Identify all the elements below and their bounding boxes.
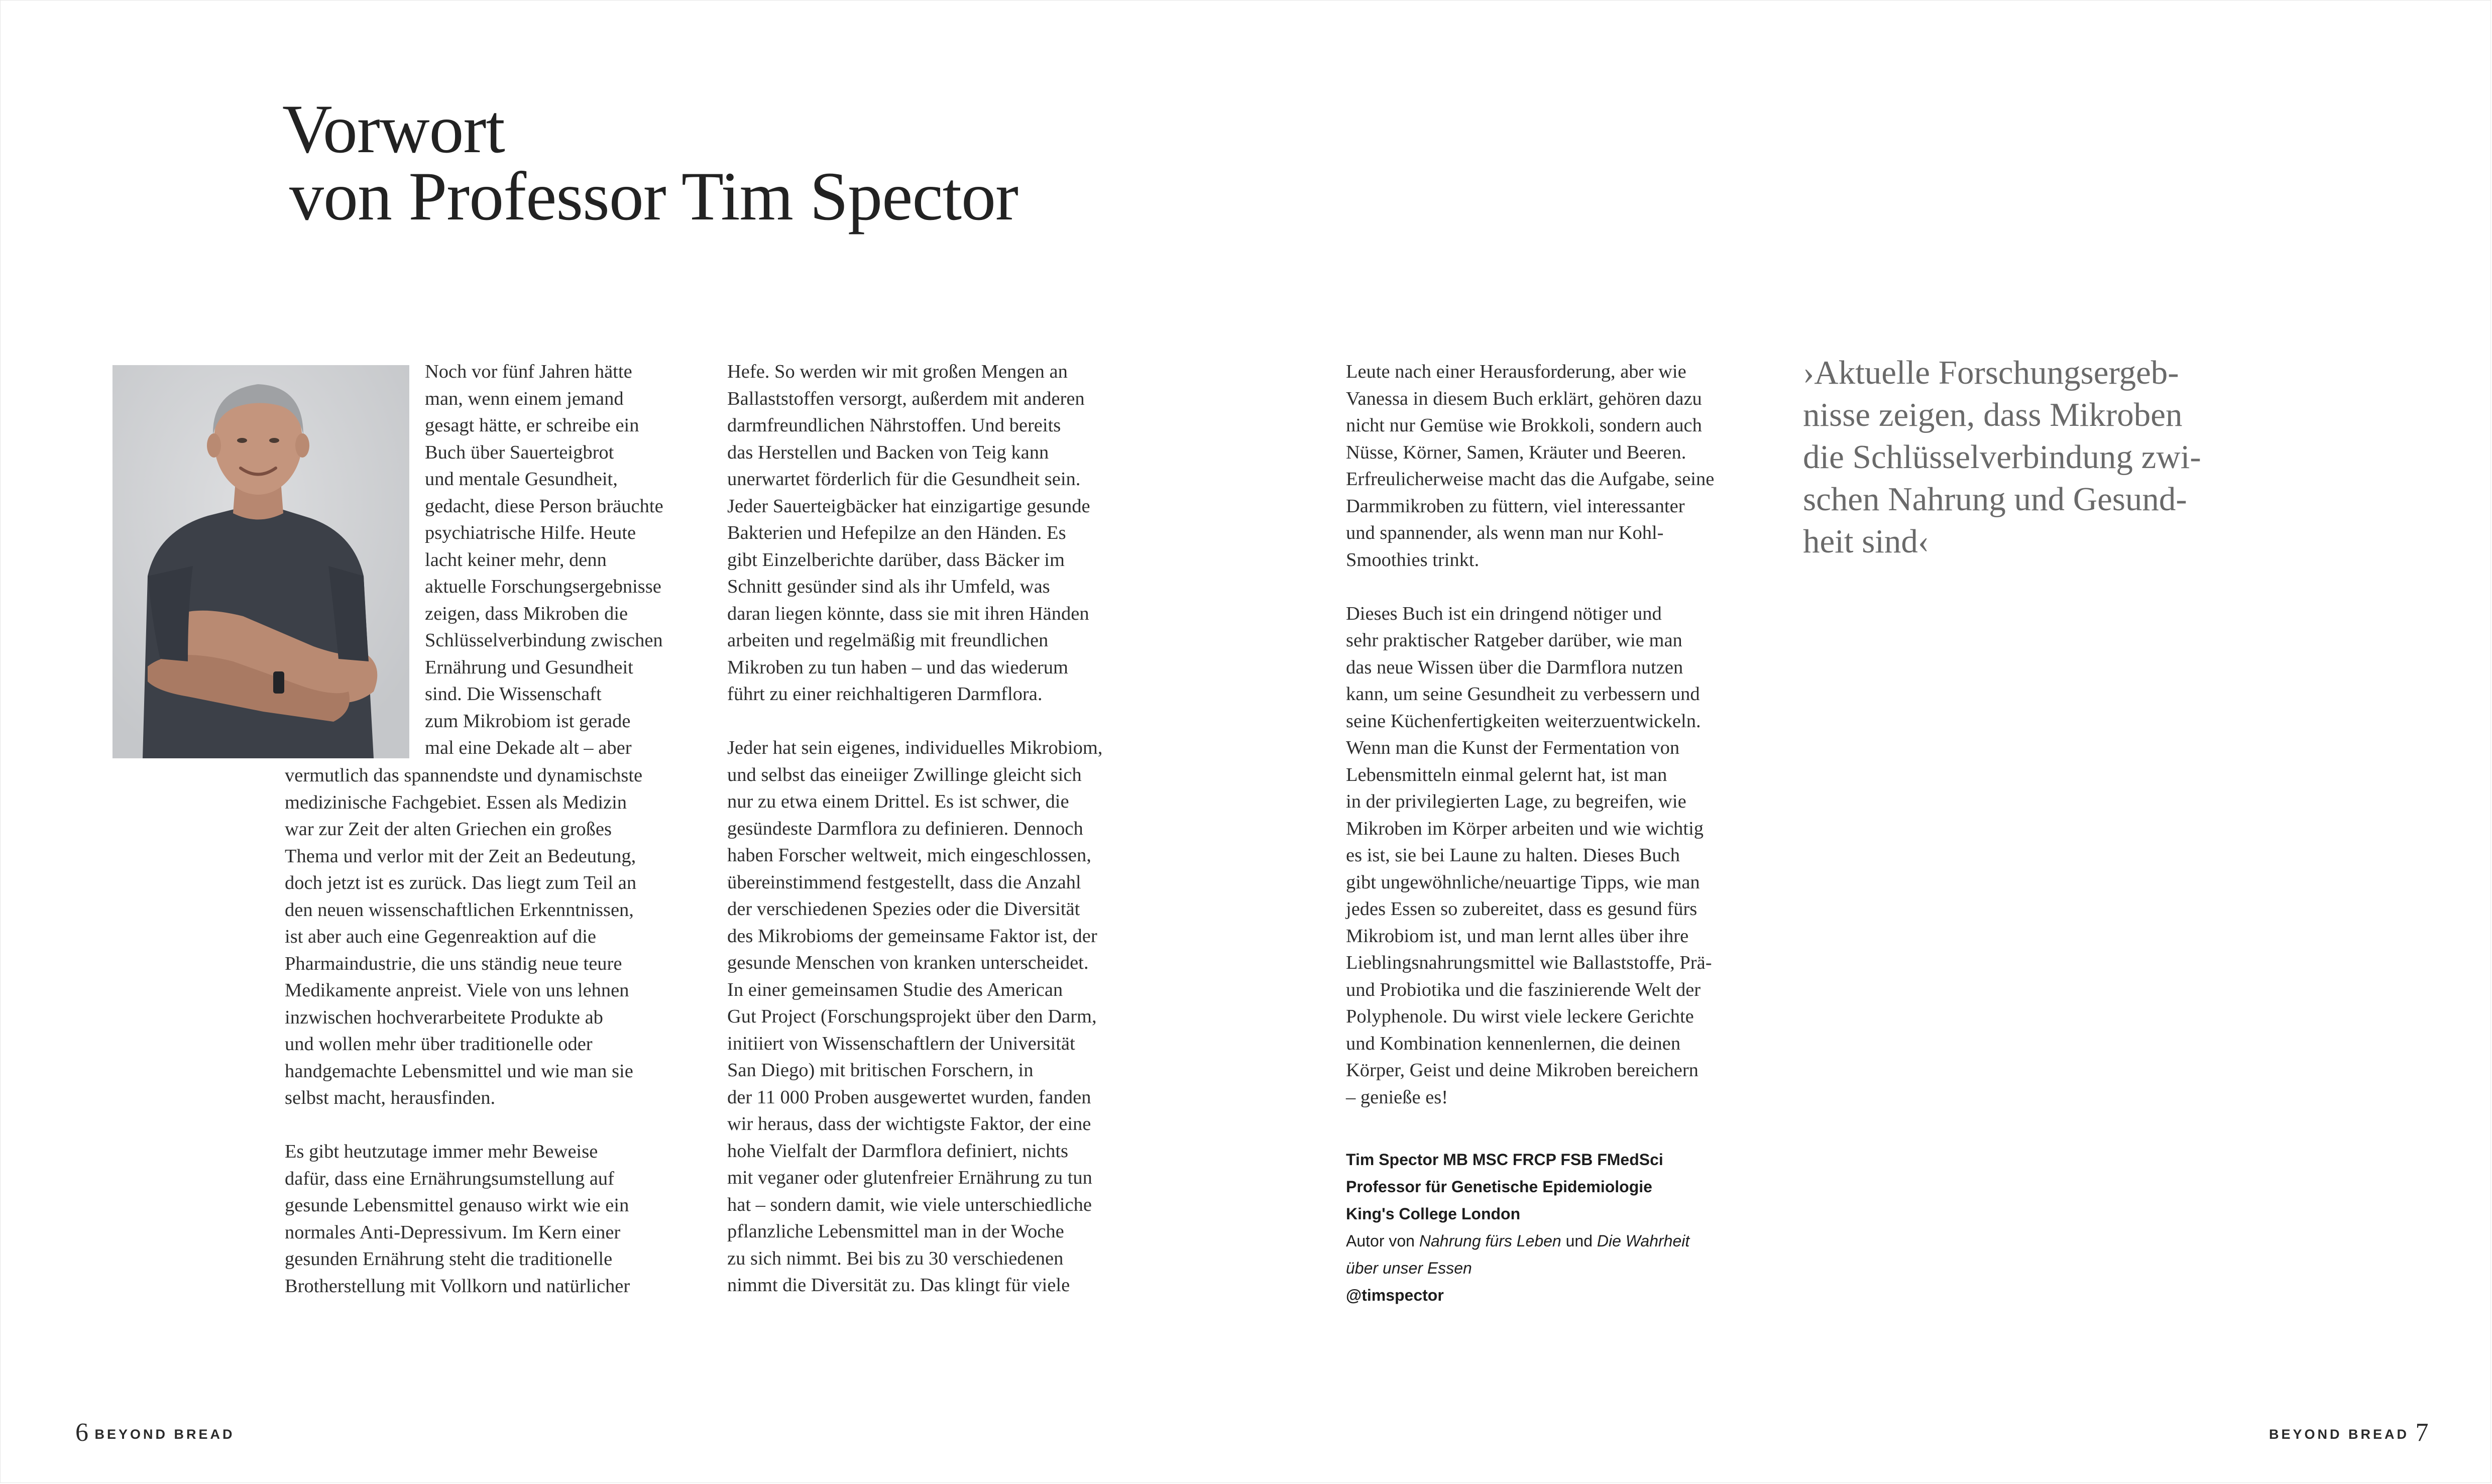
column-1-intro-text: Noch vor fünf Jahren hätte man, wenn einem jemand gesagt hätte, er schreibe ein Buch über Sauerteigbrot und mentale Gesundheit, gedacht, diese Person bräuchte psychiatrische Hilfe. Heute lacht keiner mehr, denn aktuelle Forschungsergebnisse zeigen, dass Mikroben die Schlüsselverbindung zwischen Ernährung und Gesundheit sind. Die Wissenschaft zum Mikrobiom ist gerade mal eine Dekade alt – aber — [425, 361, 663, 758]
signature-institution: King's College London — [1346, 1205, 1521, 1223]
footer-right — [2269, 1418, 2429, 1447]
left-page-number: 6 — [75, 1418, 88, 1447]
book-title-2a: Die Wahrheit — [1597, 1232, 1690, 1250]
column-3-paragraph-2: Dieses Buch ist ein dringend nötiger und sehr praktischer Ratgeber darüber, wie man das neue Wissen über die Darmflora nutzen kann, um seine Gesundheit zu verbessern und seine Küchenfertigkeiten weiterzuentwickeln. Wenn man die Kunst der Fermentation von Lebensmitteln einmal gelernt hat, ist man in der privilegierten Lage, zu begreifen, wie Mikroben im Körper arbeiten und wie wichtig es ist, sie bei Laune zu halten. Dieses Buch gibt ungewöhnliche/neuartige Tipps, wie man jedes Essen so zubereitet, dass es gesund fürs Mikrobiom ist, und man lernt alles über ihre Lieblingsnahrungsmittel wie Ballaststoffe, Prä- und Probiotika und die faszinierende Welt der Polyphenole. Du wirst viele leckere Gerichte und Kombination kennenlernen, die deinen Körper, Geist und deine Mikroben bereichern – genieße es! — [1346, 603, 1712, 1108]
signature-handle: @timspector — [1346, 1286, 1444, 1304]
pull-quote-line: heit sind‹ — [1803, 523, 1930, 560]
signature-name: Tim Spector MB MSC FRCP FSB FMedSci — [1346, 1151, 1663, 1169]
column-2-body — [727, 359, 1149, 1299]
column-1-paragraph-2: Es gibt heutzutage immer mehr Beweise dafür, dass eine Ernährungsumstellung auf gesunde Lebensmittel genauso wirkt wie ein normales Anti-Depressivum. Im Kern einer gesunden Ernährung steht die traditionelle Brotherstellung mit Vollkorn und natürlicher — [285, 1141, 630, 1297]
author-portrait-photo — [112, 365, 409, 758]
column-2-paragraph-1: Hefe. So werden wir mit großen Mengen an Ballaststoffen versorgt, außerdem mit anderen darmfreundlichen Nährstoffen. Und bereits das Herstellen und Backen von Teig kann unerwartet förderlich für die Gesundheit sein. Jeder Sauerteigbäcker hat einzigartige gesunde Bakterien und Hefepilze an den Händen. Es gibt Einzelberichte darüber, dass Bäcker im Schnitt gesünder sind als ihr Umfeld, was daran liegen könnte, dass sie mit ihren Händen arbeiten und regelmäßig mit freundlichen Mikroben zu tun haben – und das wiederum führt zu einer reichhaltigeren Darmflora. — [727, 361, 1090, 705]
column-1-body — [285, 762, 707, 1300]
right-running-title: BEYOND BREAD — [2269, 1427, 2410, 1442]
column-3-paragraph-1: Leute nach einer Herausforderung, aber wie Vanessa in diesem Buch erklärt, gehören dazu nicht nur Gemüse wie Brokkoli, sondern auch Nüsse, Körner, Samen, Kräuter und Beeren. Erfreulicherweise macht das die Aufgabe, seine Darmmikroben zu füttern, viel interessanter und spannender, als wenn man nur Kohl- Smoothies trinkt. — [1346, 361, 1715, 570]
pull-quote-line: nisse zeigen, dass Mikroben — [1803, 396, 2183, 433]
title-line-1: Vorwort — [282, 90, 505, 167]
signature-books: Autor von Nahrung fürs Leben und Die Wahrheit — [1346, 1232, 1690, 1250]
pull-quote-line: ›Aktuelle Forschungsergeb- — [1803, 354, 2179, 391]
column-1-intro-wrap — [425, 359, 706, 762]
book-title-1: Nahrung fürs Leben — [1419, 1232, 1561, 1250]
pull-quote-line: schen Nahrung und Gesund- — [1803, 481, 2187, 518]
column-3-body — [1346, 359, 1768, 1111]
page-title — [282, 90, 1018, 235]
right-page-number: 7 — [2415, 1418, 2429, 1447]
pull-quote-line: die Schlüsselverbindung zwi- — [1803, 438, 2201, 476]
pull-quote — [1803, 352, 2235, 562]
signature-position: Professor für Genetische Epidemiologie — [1346, 1178, 1652, 1196]
book-title-2b: über unser Essen — [1346, 1259, 1472, 1277]
column-2-paragraph-2: Jeder hat sein eigenes, individuelles Mikrobiom, und selbst das eineiiger Zwillinge gleicht sich nur zu etwa einem Drittel. Es ist schwer, die gesündeste Darmflora zu definieren. Dennoch haben Forscher weltweit, mich eingeschlossen, übereinstimmend festgestellt, dass die Anzahl der verschiedenen Spezies oder die Diversität des Mikrobioms der gemeinsame Faktor ist, der gesunde Menschen von kranken unterscheidet. In einer gemeinsamen Studie des American Gut Project (Forschungsprojekt über den Darm, initiiert von Wissenschaftlern der Universität San Diego) mit britischen Forschern, in der 11 000 Proben ausgewertet wurden, fanden wir heraus, dass der wichtigste Faktor, der eine hohe Vielfalt der Darmflora definiert, nichts mit veganer oder glutenfreier Ernährung zu tun hat – sondern damit, wie viele unterschiedliche pflanzliche Lebensmittel man in der Woche zu sich nimmt. Bei bis zu 30 verschiedenen nimmt die Diversität zu. Das klingt für viele — [727, 737, 1103, 1296]
column-1-paragraph-1: vermutlich das spannendste und dynamischste medizinische Fachgebiet. Essen als Medizin war zur Zeit der alten Griechen ein großes Thema und verlor mit der Zeit an Bedeutung, doch jetzt ist es zurück. Das liegt zum Teil an den neuen wissenschaftlichen Erkenntnissen, ist aber auch eine Gegenreaktion auf die Pharmaindustrie, die uns ständig neue teure Medikamente anpreist. Viele von uns lehnen inzwischen hochverarbeitete Produkte ab und wollen mehr über traditionelle oder handgemachte Lebensmittel und wie man sie selbst macht, herausfinden. — [285, 765, 643, 1108]
signature-books-cont — [1346, 1254, 1768, 1282]
left-running-title: BEYOND BREAD — [94, 1427, 235, 1442]
title-line-2: von Professor Tim Spector — [289, 158, 1018, 235]
author-signature — [1346, 1146, 1768, 1309]
footer-left — [75, 1418, 235, 1447]
